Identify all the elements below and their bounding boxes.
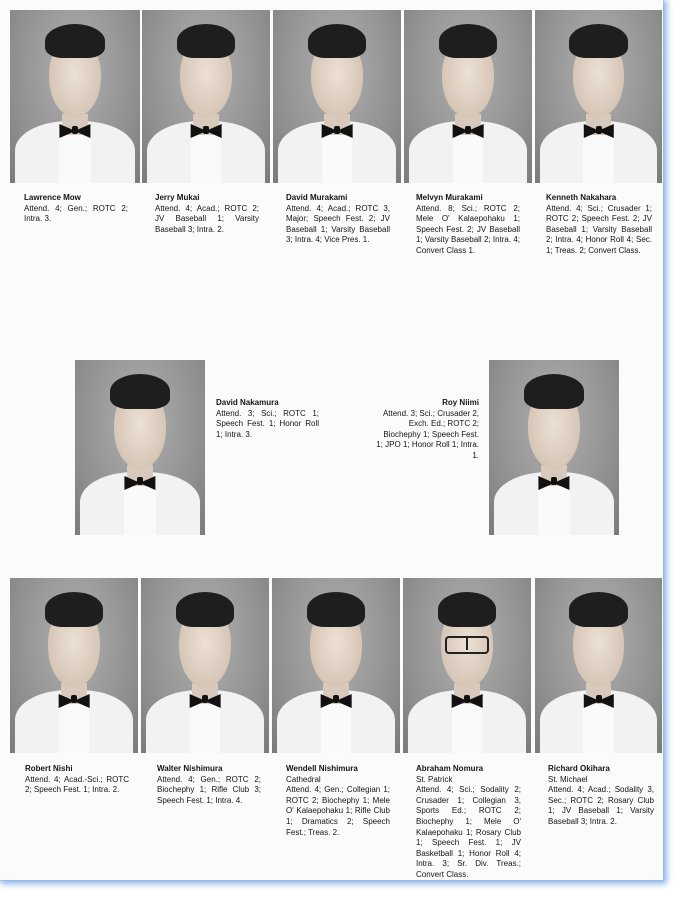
student-activities: Attend. 8; Sci.; ROTC 2; Mele O' Kalaepohaku 1; Speech Fest. 2; JV Baseball 1; Varsity Baseball 2; Intra. 4; Convert Class 1. [416, 203, 520, 255]
student-activities: Attend. 4; Acad.; Sodality 3, Sec.; ROTC 2; Rosary Club 1; JV Baseball 1; Varsity Baseball 3; Intra. 2. [548, 785, 654, 826]
portrait-photo [273, 10, 401, 183]
student-name: Melvyn Murakami [416, 193, 483, 202]
student-name: Robert Nishi [25, 764, 73, 773]
student-parish: St. Michael [548, 774, 588, 784]
portrait-photo [75, 360, 205, 535]
student-name: David Nakamura [216, 398, 279, 407]
student-name: David Murakami [286, 193, 348, 202]
student-parish: Cathedral [286, 774, 321, 784]
student-caption [155, 193, 259, 235]
student-name: Abraham Nomura [416, 764, 484, 773]
student-caption [286, 193, 390, 246]
eyeglasses-icon [445, 636, 489, 654]
portrait-photo [142, 10, 270, 183]
student-caption [286, 764, 390, 838]
student-activities: Attend. 3; Sci.; ROTC 1; Speech Fest. 1; Honor Roll 1; Intra. 3. [216, 408, 319, 439]
student-caption [25, 764, 129, 796]
portrait-photo [141, 578, 269, 753]
student-name: Jerry Mukai [155, 193, 200, 202]
student-activities: Attend. 4; Gen.; Collegian 1; ROTC 2; Biochephy 1; Mele O' Kalaepohaku 1; Rifle Club 1; Dramatics 2; Speech Fest.; Treas. 2. [286, 785, 390, 837]
student-caption [548, 764, 654, 828]
portrait-photo [535, 578, 662, 753]
student-caption [546, 193, 652, 257]
student-name: Roy Niimi [442, 398, 479, 407]
student-activities: Attend. 4; Sci.; Sodality 2; Crusader 1; Collegian 3, Sports Ed.; ROTC 2; Biochephy 1; Mele O' Kalaepohaku 1; Rosary Club 1; Speech Fest. 1; JV Basketball 1; Honor Roll 4; Intra. 3; Sr. Div. Treas.; Convert Class. [416, 785, 521, 879]
student-parish: St. Patrick [416, 774, 453, 784]
student-caption [216, 398, 319, 440]
student-caption [157, 764, 261, 806]
student-caption [375, 398, 479, 462]
portrait-photo [535, 10, 662, 183]
student-name: Walter Nishimura [157, 764, 223, 773]
student-activities: Attend. 3; Sci.; Crusader 2, Exch. Ed.; ROTC 2; Biochephy 1; Speech Fest. 1; JPO 1; Honor Roll 1; Intra. 1. [376, 408, 479, 460]
portrait-photo [272, 578, 400, 753]
portrait-photo-glasses [403, 578, 531, 753]
portrait-photo [404, 10, 532, 183]
student-caption [24, 193, 128, 225]
student-name: Wendell Nishimura [286, 764, 358, 773]
student-name: Lawrence Mow [24, 193, 81, 202]
student-activities: Attend. 4; Acad.; ROTC 2; JV Baseball 1; Varsity Baseball 3; Intra. 2. [155, 203, 259, 234]
portrait-photo [489, 360, 619, 535]
student-activities: Attend. 4; Gen.; ROTC 2; Intra. 3. [24, 203, 128, 224]
student-name: Richard Okihara [548, 764, 610, 773]
student-name: Kenneth Nakahara [546, 193, 617, 202]
portrait-photo [10, 578, 138, 753]
student-activities: Attend. 4; Sci.; Crusader 1; ROTC 2; Speech Fest. 2; JV Baseball 1; Varsity Baseball 2; Intra. 4; Honor Roll 4; Sec. 1; Treas. 2; Convert Class. [546, 203, 652, 255]
student-caption [416, 764, 521, 881]
student-caption [416, 193, 520, 257]
student-activities: Attend. 4; Gen.; ROTC 2; Biochephy 1; Rifle Club 3; Speech Fest. 1; Intra. 4. [157, 774, 261, 805]
portrait-photo [10, 10, 140, 183]
student-activities: Attend. 4; Acad.-Sci.; ROTC 2; Speech Fest. 1; Intra. 2. [25, 774, 129, 795]
student-activities: Attend. 4; Acad.; ROTC 3, Major; Speech Fest. 2; JV Baseball 1; Varsity Baseball 3; Intra. 4; Vice Pres. 1. [286, 203, 390, 245]
